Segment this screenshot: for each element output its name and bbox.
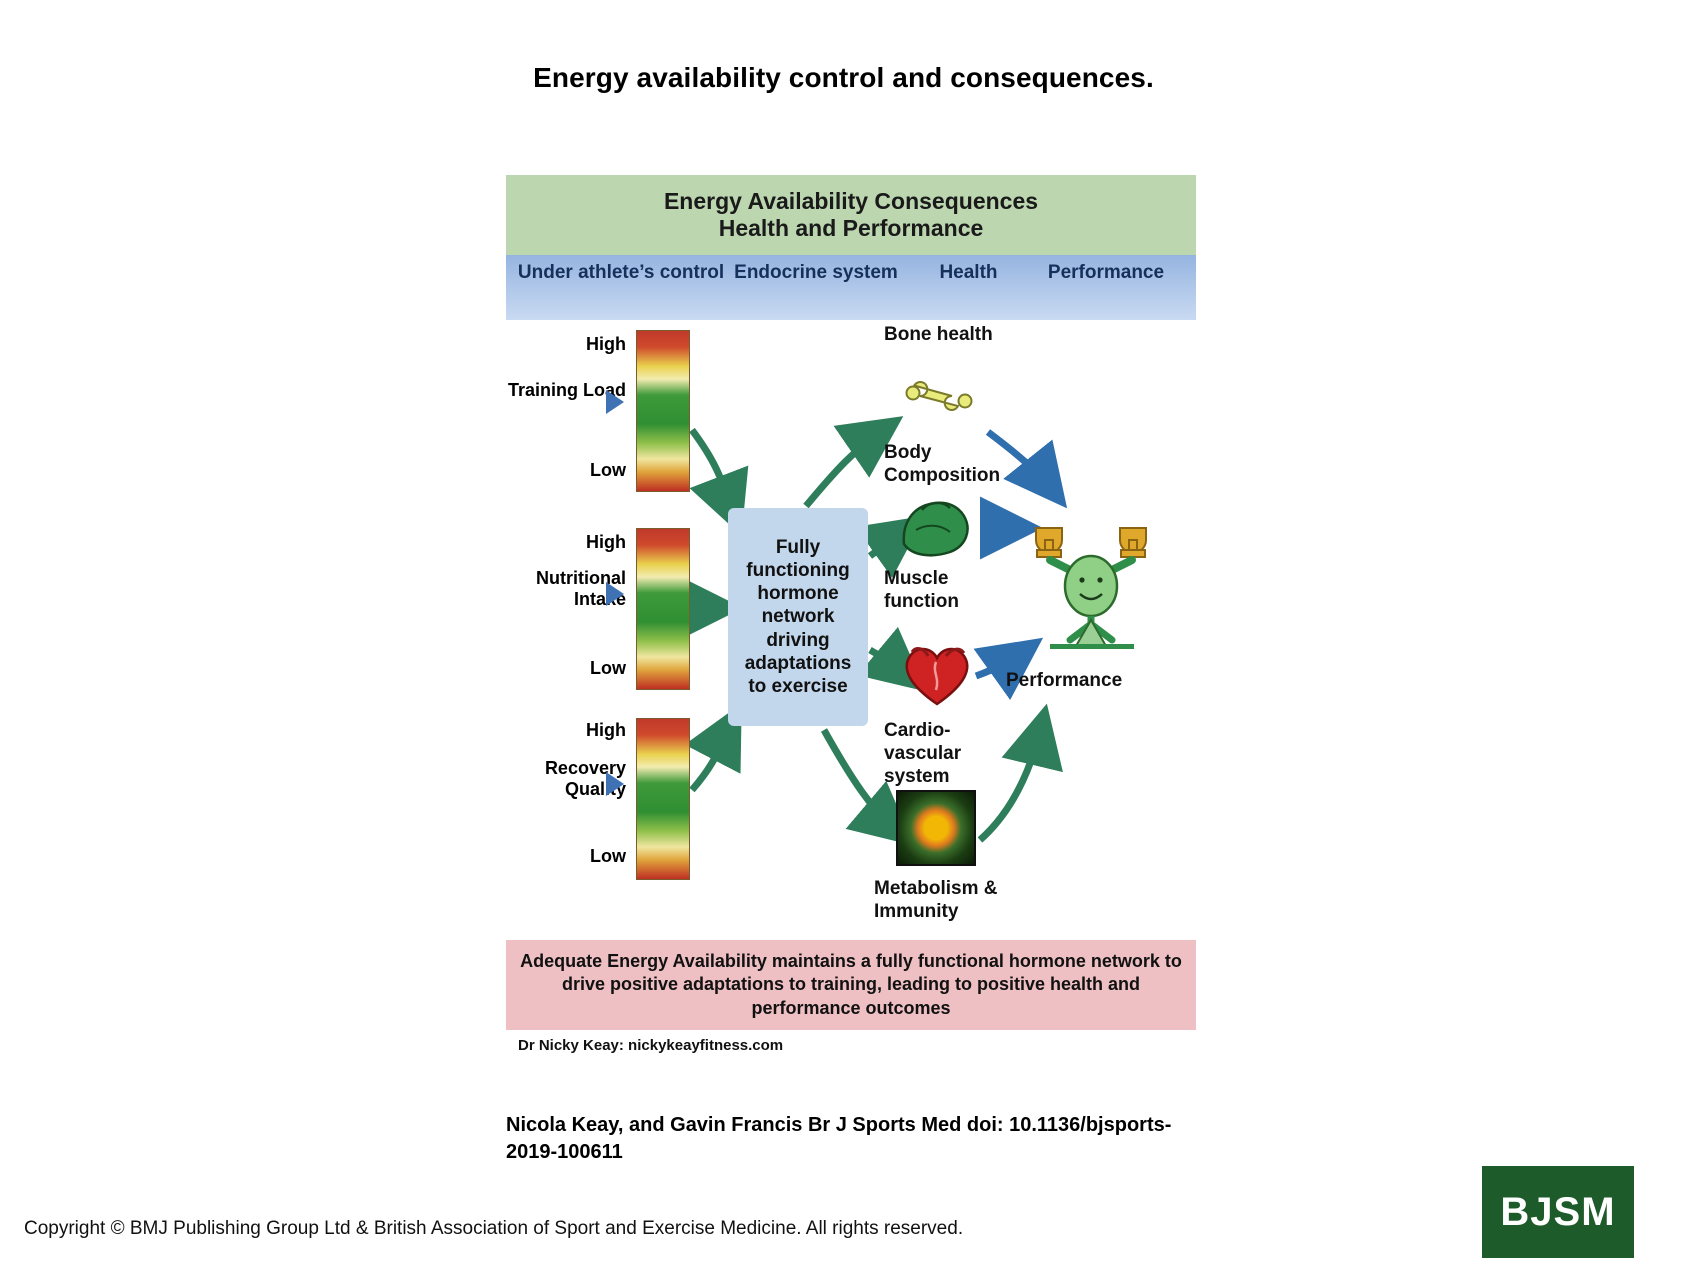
- training-load-scale: [636, 330, 690, 492]
- recovery-quality-high-label: High: [586, 720, 626, 740]
- column-heading-health: Health: [939, 262, 998, 283]
- cell-icon: [896, 790, 976, 866]
- figure-header-line2: Health and Performance: [718, 215, 984, 241]
- recovery-quality-low-label: Low: [590, 846, 626, 866]
- training-load-high-label: High: [586, 334, 626, 354]
- column-heading-under-athletes-control: Under athlete’s control: [517, 262, 725, 283]
- outcome-performance: Performance: [1006, 670, 1123, 691]
- column-heading-endocrine-system: Endocrine system: [734, 262, 898, 283]
- arrow-training-to-hormone: [692, 430, 734, 516]
- figure-body: [506, 320, 1196, 940]
- figure-credit: Dr Nicky Keay: nickykeayfitness.com: [518, 1037, 784, 1054]
- bone-icon: [904, 376, 974, 418]
- figure-container: [506, 175, 1196, 1095]
- outcome-muscle-function: Muscle function: [884, 568, 959, 612]
- outcome-bone-health: Bone health: [884, 324, 993, 345]
- arrow-hormone-to-bone: [806, 428, 886, 506]
- column-heading-performance: Performance: [1047, 262, 1165, 283]
- training-load-low-label: Low: [590, 460, 626, 480]
- nutritional-intake-high-label: High: [586, 532, 626, 552]
- figure-header-line1: Energy Availability Consequences: [663, 187, 1039, 214]
- nutritional-intake-marker-icon: [606, 582, 624, 606]
- nutritional-intake-scale: [636, 528, 690, 690]
- page-title: Energy availability control and consequences.: [533, 62, 1154, 93]
- training-load-marker-icon: [606, 390, 624, 414]
- recovery-quality-label: Recovery Quality: [544, 758, 626, 800]
- recovery-quality-scale: [636, 718, 690, 880]
- arrow-recovery-to-hormone: [692, 722, 732, 790]
- figure-column-headings: [506, 255, 1196, 320]
- figure-header: [506, 175, 1196, 255]
- outcome-metabolism-immunity: Metabolism & Immunity: [874, 878, 998, 922]
- hormone-network-box: Fully functioning hormone network driving adaptations to exercise: [728, 508, 868, 726]
- nutritional-intake-label: Nutritional Intake: [536, 568, 626, 610]
- nutritional-intake-low-label: Low: [590, 658, 626, 678]
- flexed-biceps-icon: [898, 490, 976, 562]
- training-load-label: Training Load: [507, 380, 626, 400]
- bjsm-logo: BJSM: [1482, 1166, 1634, 1258]
- athlete-trophy-icon: [1026, 520, 1156, 670]
- citation-text: Nicola Keay, and Gavin Francis Br J Sports Med doi: 10.1136/bjsports-2019-100611: [506, 1114, 1172, 1163]
- recovery-quality-marker-icon: [606, 772, 624, 796]
- heart-icon: [898, 638, 976, 710]
- copyright-text: Copyright © BMJ Publishing Group Ltd & British Association of Sport and Exercise Medicine. All rights reserved.: [24, 1218, 964, 1239]
- outcome-body-composition: Body Composition: [884, 442, 1001, 486]
- outcome-cardiovascular: Cardio-vascular system: [884, 720, 962, 787]
- figure-footer-statement: Adequate Energy Availability maintains a fully functional hormone network to drive positive adaptations to training, leading to positive health and performance outcomes: [506, 940, 1196, 1030]
